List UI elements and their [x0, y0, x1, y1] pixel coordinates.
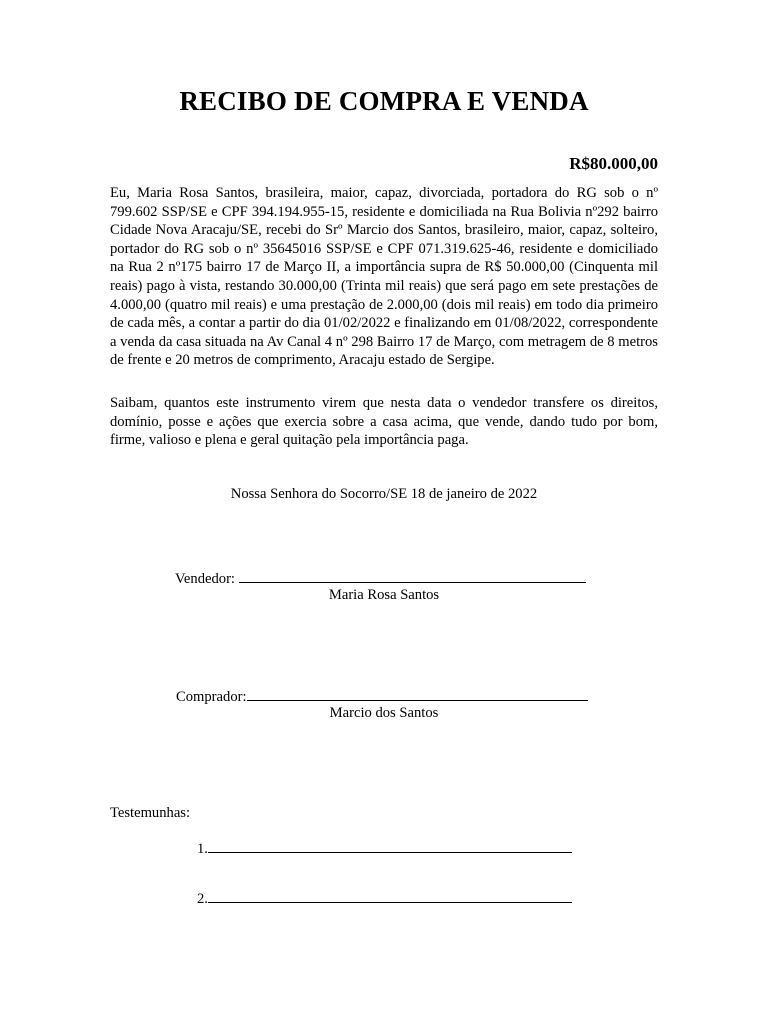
witness-1-signature-line	[208, 838, 572, 853]
document-title: RECIBO DE COMPRA E VENDA	[179, 86, 589, 116]
receipt-body-paragraph: Eu, Maria Rosa Santos, brasileira, maior, capaz, divorciada, portadora do RG sob o nº 799.602 SSP/SE e CPF 394.194.955-15, residente e domiciliada na Rua Bolivia nº292 bairro Cidade Nova Aracaju/SE, recebi do Srº Marcio dos Santos, brasileiro, maior, capaz, solteiro, portador do RG sob o nº 35645016 SSP/SE e CPF 071.319.625-46, residente e domiciliado na Rua 2 nº175 bairro 17 de Março II, a importância supra de R$ 50.000,00 (Cinquenta mil reais) pago à vista, restando 30.000,00 (Trinta mil reais) que será pago em sete prestações de 4.000,00 (quatro mil reais) e uma prestação de 2.000,00 (dois mil reais) em todo dia primeiro de cada mês, a contar a partir do dia 01/02/2022 e finalizando em 01/08/2022, correspondente a venda da casa situada na Av Canal 4 nº 298 Bairro 17 de Março, com metragem de 8 metros de frente e 20 metros de comprimento, Aracaju estado de Sergipe.	[110, 185, 658, 369]
seller-signature-line	[239, 568, 586, 583]
witnesses-label: Testemunhas:	[110, 805, 191, 821]
receipt-amount: R$80.000,00	[569, 154, 658, 173]
buyer-name: Marcio dos Santos	[329, 705, 439, 721]
buyer-signature-block	[176, 686, 588, 706]
buyer-signature-line	[247, 686, 588, 701]
witness-2-signature-line	[208, 888, 572, 903]
seller-signature-block	[175, 568, 586, 588]
transfer-clause-paragraph: Saibam, quantos este instrumento virem que nesta data o vendedor transfere os direitos, domínio, posse e ações que exercia sobre a casa acima, que vende, dando tudo por bom, firme, valioso e plena e geral quitação pela importância paga.	[110, 395, 658, 449]
witness-1-label: 1.	[197, 841, 208, 857]
seller-label: Vendedor:	[175, 571, 239, 587]
witness-2-signature-block	[197, 888, 572, 908]
witness-1-signature-block	[197, 838, 572, 858]
witness-2-label: 2.	[197, 891, 208, 907]
buyer-label: Comprador:	[176, 689, 247, 705]
seller-name: Maria Rosa Santos	[328, 587, 440, 603]
place-and-date: Nossa Senhora do Socorro/SE 18 de janeiro de 2022	[230, 486, 538, 502]
